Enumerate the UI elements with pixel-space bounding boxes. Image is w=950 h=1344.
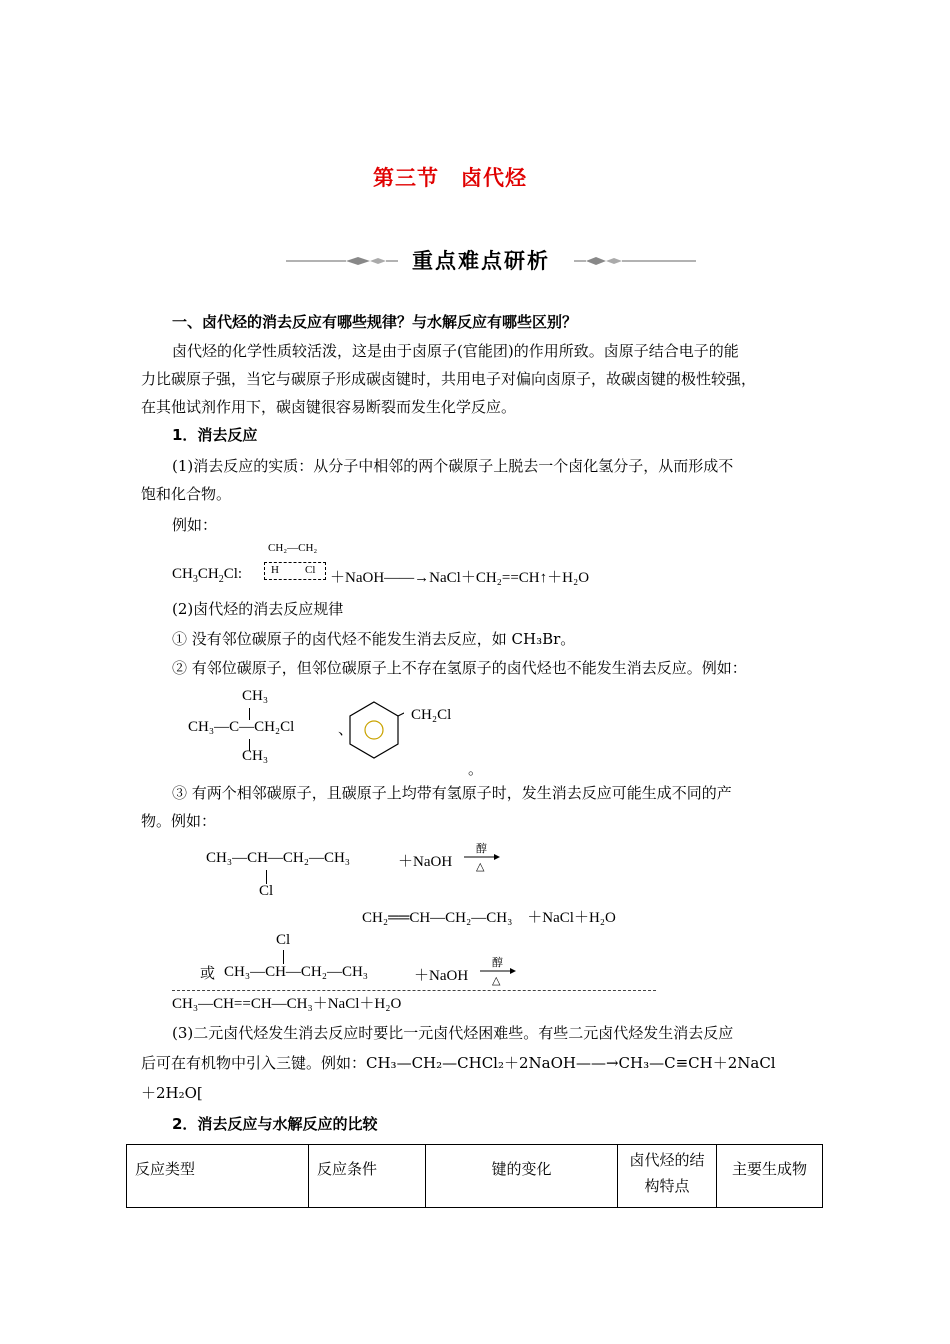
ethyl-chloride-lhs: $CH_3CH_2Cl$: (172, 566, 243, 585)
eqA-cond-top: 醇 (476, 843, 487, 855)
equation-rest: ＋NaOH——→NaCl＋CH₂==CH↑＋H₂O (330, 570, 590, 586)
intro-line-3: 在其他试剂作用下，碳卤键很容易断裂而发生化学反应。 (141, 398, 517, 416)
ethylene-skeleton: CH₂—CH₂ (268, 542, 318, 554)
header-reaction-type: 反应类型 (127, 1145, 309, 1208)
header-products: 主要生成物 (717, 1145, 823, 1208)
eqB-cond-bottom: △ (492, 975, 501, 987)
banner-title: 重点难点研析 (412, 249, 550, 273)
dihalide-line-1: (3)二元卤代烃发生消去反应时要比一元卤代烃困难些。有些二元卤代烃发生消去反应 (172, 1024, 734, 1042)
header-structure: 卤代烃的结构特点 (618, 1145, 717, 1208)
rule-1: ① 没有邻位碳原子的卤代烃不能发生消去反应，如 CH₃Br。 (172, 630, 576, 648)
subheading-elimination: 1．消去反应 (172, 426, 258, 444)
eqB-cl: Cl (276, 932, 291, 948)
benzyl-substituent: CH₂Cl (411, 707, 452, 723)
header-conditions: 反应条件 (309, 1145, 426, 1208)
eqB-vertical-bond (283, 950, 284, 964)
essence-line-2: 饱和化合物。 (141, 485, 232, 503)
section-banner (286, 246, 696, 276)
equation-2-chlorobutane-b (172, 930, 692, 1012)
neopentyl-chloride-structure (188, 688, 348, 768)
eqB-dashed-line (172, 990, 656, 991)
removed-h: H (271, 564, 279, 576)
banner-right-ornament-icon (574, 246, 696, 276)
intro-line-2: 力比碳原子强，当它与碳原子形成碳卤键时，共用电子对偏向卤原子，故碳卤键的极性较强， (141, 370, 757, 388)
subheading-comparison: 2．消去反应与水解反应的比较 (172, 1115, 378, 1133)
question-heading: 一、卤代烃的消去反应有哪些规律？与水解反应有哪些区别？ (172, 313, 578, 331)
sentence-end: 。 (468, 760, 484, 778)
table-header-row (127, 1145, 823, 1208)
eqA-product: CH₂══CH—CH₂—CH₃ ＋NaCl＋H₂O (362, 910, 616, 926)
dihalide-line-3: ＋2H₂O[ (141, 1084, 203, 1102)
eqA-cond-bottom: △ (476, 861, 485, 873)
rules-heading: (2)卤代烃的消去反应规律 (172, 600, 344, 618)
banner-left-ornament-icon (286, 246, 398, 276)
eqB-reactant: CH₃—CH—CH₂—CH₃ (224, 964, 369, 980)
rule-3-line-1: ③ 有两个相邻碳原子，且碳原子上均带有氢原子时，发生消去反应可能生成不同的产 (172, 784, 732, 802)
comparison-table (126, 1144, 823, 1208)
ch3-top: CH₃ (242, 688, 269, 704)
essence-line-1: (1)消去反应的实质：从分子中相邻的两个碳原子上脱去一个卤化氢分子，从而形成不 (172, 457, 734, 475)
eqB-or: 或 (200, 966, 216, 982)
intro-line-1: 卤代烃的化学性质较活泼，这是由于卤原子(官能团)的作用所致。卤原子结合电子的能 (172, 342, 739, 360)
neopentyl-main-chain: CH₃—C—CH₂Cl (188, 719, 295, 735)
eqB-cond-top: 醇 (492, 957, 503, 969)
list-separator: 、 (338, 720, 354, 738)
eqB-product: CH₃—CH==CH—CH₃＋NaCl＋H₂O (172, 996, 402, 1012)
eqA-reactant: CH₃—CH—CH₂—CH₃ (206, 850, 351, 866)
page-title: 第三节 卤代烃 (373, 166, 527, 190)
equation-ethyl-chloride (172, 540, 692, 584)
example-label: 例如： (172, 516, 218, 534)
rule-2: ② 有邻位碳原子，但邻位碳原子上不存在氢原子的卤代烃也不能发生消去反应。例如： (172, 659, 747, 677)
rule-3-line-2: 物。例如： (141, 812, 217, 830)
eqB-plus-naoh: ＋NaOH (414, 968, 469, 984)
eqA-plus-naoh: ＋NaOH (398, 854, 453, 870)
dihalide-line-2: 后可在有机物中引入三键。例如：CH₃—CH₂—CHCl₂＋2NaOH——→CH₃—C≡CH＋2NaCl (141, 1054, 776, 1072)
benzene-ring-icon (344, 698, 404, 762)
header-bond-change: 键的变化 (426, 1145, 618, 1208)
eqA-vertical-bond (266, 870, 267, 884)
eqA-cl: Cl (259, 883, 274, 899)
ch3-bottom: CH₃ (242, 748, 269, 764)
removed-cl: Cl (305, 564, 316, 576)
